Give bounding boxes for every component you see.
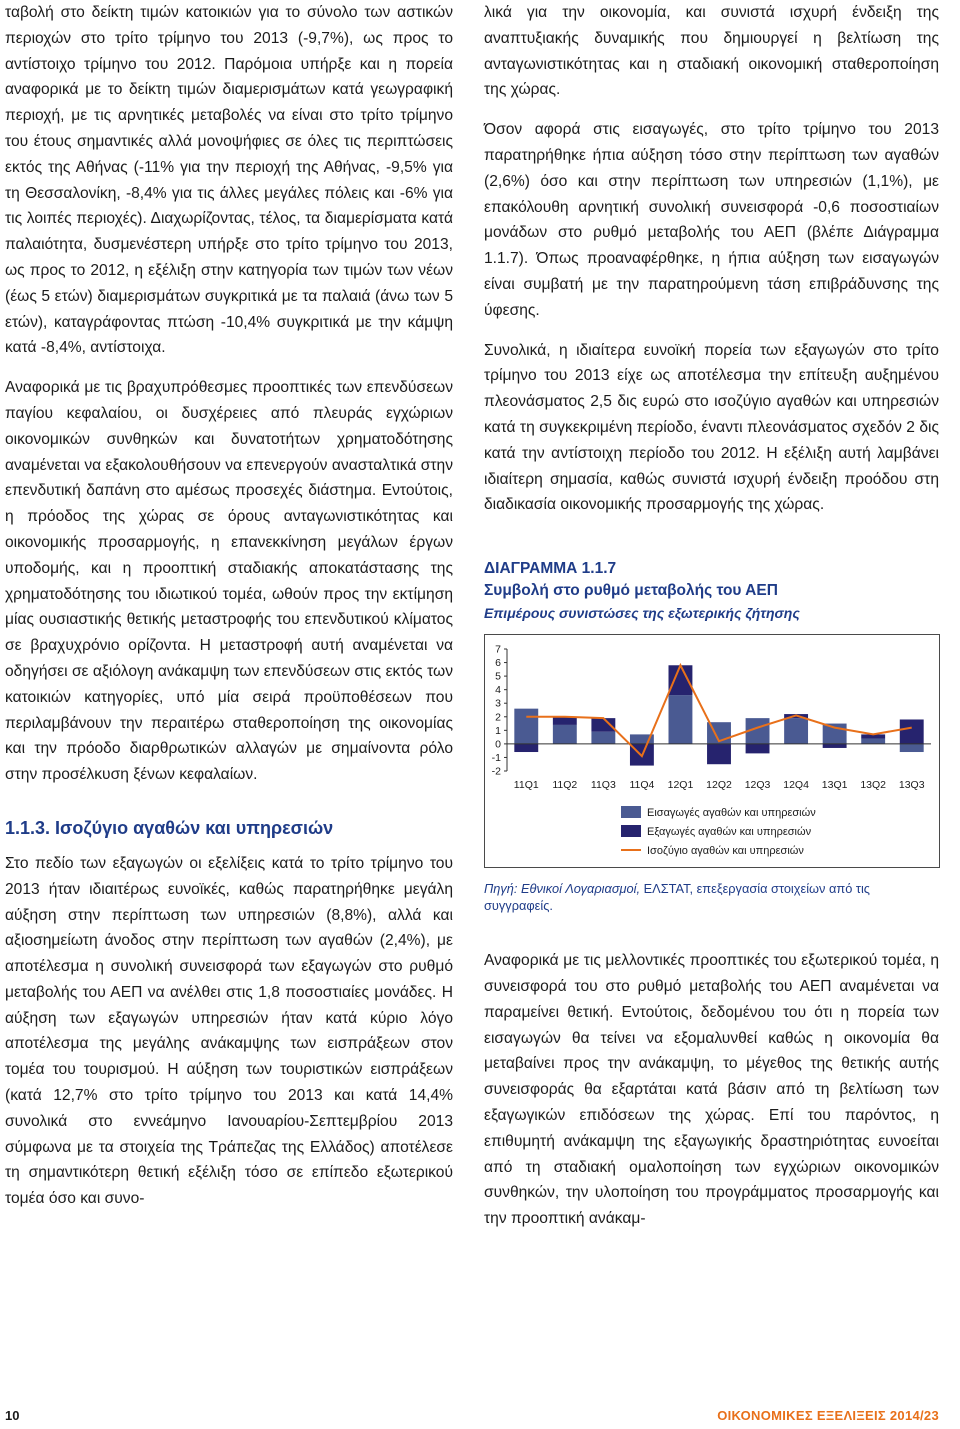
y-tick-label: 7	[495, 643, 501, 656]
y-tick-label: 3	[495, 697, 501, 710]
x-tick-label: 13Q1	[821, 779, 848, 792]
legend-label: Εξαγωγές αγαθών και υπηρεσιών	[647, 826, 812, 839]
right-column	[484, 0, 939, 1232]
bar-exports	[900, 720, 924, 744]
y-tick-label: 6	[495, 657, 501, 670]
source-italic: Πηγή: Εθνικοί Λογαριασμοί,	[484, 881, 641, 897]
bar-exports	[591, 718, 615, 732]
legend-label: Εισαγωγές αγαθών και υπηρεσιών	[647, 807, 816, 820]
x-tick-label: 12Q1	[667, 779, 694, 792]
bar-imports	[591, 732, 615, 744]
y-tick-label: -1	[491, 752, 501, 765]
figure-subtitle: Επιμέρους συνιστώσες της εξωτερικής ζήτησης	[484, 605, 800, 622]
x-tick-label: 12Q2	[706, 779, 732, 792]
y-tick-label: 0	[495, 738, 501, 751]
x-tick-label: 11Q2	[552, 779, 578, 792]
bar-exports	[746, 744, 770, 753]
bar-imports	[861, 739, 885, 744]
y-tick-label: -2	[491, 765, 501, 778]
figure-source	[484, 880, 939, 914]
body-paragraph: Αναφορικά με τις βραχυπρόθεσμες προοπτικές των επενδύσεων παγίου κεφαλαίου, οι δυσχέρειες από πλευράς εγχώριων οικονομικών συνθηκών και δυνατοτήτων χρηματοδότησης αναμένεται να εξακολουθήσουν να επενεργούν ανασταλτικά στην επενδυτική δαπάνη στο αμέσως προσεχές διάστημα. Εντούτοις, η πρόοδος της χώρας σε όρους ανταγωνιστικότητας και οικονομικής προσαρμογής, η επανεκκίνηση μεγάλων έργων υποδομής, και η προοπτική σταδιακής αποκατάστασης της χρηματοδότησης του ιδιωτικού τομέα, ωθούν προς την εκτίμηση μίας ουσιαστικής θετικής μεταστροφής του επενδυτικού κλίματος σε βραχυχρόνιο ορίζοντα. Η μεταστροφή αυτή αναμένεται να οδηγήσει σε αξιόλογη ανάκαμψη των επενδύσεων στις εκτός των κατοικιών κατηγορίες, υπό μία σειρά προϋποθέσεων που περιλαμβάνουν την περαιτέρω σταθεροποίηση της οικονομίας και την πρόοδο διαρθρωτικών αλλαγών με σημαίνοντα ρόλο στην προσέλκυση ξένων κεφαλαίων.	[5, 379, 453, 784]
body-paragraph: Αναφορικά με τις μελλοντικές προοπτικές του εξωτερικού τομέα, η συνεισφορά του στο ρυθμό μεταβολής του ΑΕΠ αναμένεται να παραμείνει θετική. Εντούτοις, δεδομένου του ότι η πορεία των εισαγωγών θα τείνει να εξομαλυνθεί καθώς η οικονομία θα μεταβαίνει προς την ανάκαμψη, το μέγεθος της θετικής αυτής συνεισφοράς θα εξαρτάται κατά βάσιν από τη βελτίωση των εξαγωγικών επιδόσεων της χώρας. Επί του παρόντος, η επιθυμητή ανάκαμψη της εξαγωγικής δραστηριότητας ευνοείται από τη σταδιακή ομαλοποίηση των εγχώριων οικονομικών συνθηκών, την υλοποίηση του προγράμματος προσαρμογής και την προοπτική ανάκαμ-	[484, 952, 939, 1228]
bar-imports	[784, 718, 808, 744]
y-tick-label: 1	[495, 724, 501, 737]
x-tick-label: 11Q4	[629, 779, 655, 792]
bar-imports	[900, 744, 924, 752]
chart-svg	[485, 635, 939, 867]
x-tick-label: 12Q4	[783, 779, 809, 792]
y-tick-label: 5	[495, 670, 501, 683]
legend-swatch	[621, 825, 641, 837]
y-tick-label: 2	[495, 711, 501, 724]
bar-exports	[823, 744, 847, 748]
journal-title: ΟΙΚΟΝΟΜΙΚΕΣ ΕΞΕΛΙΞΕΙΣ 2014/23	[717, 1408, 939, 1423]
figure-title: Συμβολή στο ρυθμό μεταβολής του ΑΕΠ	[484, 582, 778, 600]
body-paragraph: λικά για την οικονομία, και συνιστά ισχυρή ένδειξη της αναπτυξιακής δυναμικής που δημιουργεί η βελτίωση της ανταγωνιστικότητας και η σταδιακή οικονομική σταθεροποίηση της χώρας.	[484, 4, 939, 99]
chart-container	[484, 634, 940, 868]
x-tick-label: 13Q2	[860, 779, 887, 792]
y-tick-label: 4	[495, 684, 501, 697]
x-tick-label: 13Q3	[898, 779, 925, 792]
figure-label: ΔΙΑΓΡΑΜΜΑ 1.1.7	[484, 560, 617, 578]
left-column	[5, 0, 453, 1212]
figure	[484, 558, 939, 914]
x-tick-label: 12Q3	[744, 779, 771, 792]
body-paragraph: Συνολικά, η ιδιαίτερα ευνοϊκή πορεία των εξαγωγών στο τρίτο τρίμηνο του 2013 είχε ως αποτέλεσμα την επίτευξη αυξημένου πλεονάσματος 2,5 δις ευρώ στο ισοζύγιο αγαθών και υπηρεσιών κατά τη συγκεκριμένη περίοδο, έναντι πλεονάσματος σχεδόν 2 δις κατά την αντίστοιχη περίοδο του 2012. Η εξέλιξη αυτή λαμβάνει ιδιαίτερη σημασία, καθώς συνιστά ισχυρή ένδειξη προόδου στη διαδικασία οικονομικής προσαρμογής της χώρας.	[484, 341, 939, 514]
legend-swatch	[621, 806, 641, 818]
bar-imports	[553, 725, 577, 744]
bar-imports	[669, 695, 693, 744]
body-paragraph: Στο πεδίο των εξαγωγών οι εξελίξεις κατά το τρίτο τρίμηνο του 2013 ήταν ιδιαιτέρως ευνοϊκές, καθώς παρατηρήθηκε μεγάλη αύξηση στην περίπτωση των υπηρεσιών (8,8%), αλλά και αξιοσημείωτη άνοδος στην περίπτωση των αγαθών (2,4%), με αποτέλεσμα η συνολική συνεισφορά των εξαγωγών στο ρυθμό μεταβολής του ΑΕΠ να ανέλθει στις 1,8 ποσοστιαίες μονάδες. Η αύξηση των εξαγωγών υπηρεσιών ήταν κατά κύριο λόγο αποτέλεσμα της μεγάλης ανάκαμψης των εισπράξεων στον τομέα του τουρισμού. Η αύξηση των τουριστικών εισπράξεων (κατά 12,7% στο τρίτο τρίμηνο του 2013 και κατά 14,4% συνολικά στο εννεάμηνο Ιανουαρίου-Σεπτεμβρίου 2013 σύμφωνα με τα στοιχεία της Τράπεζας της Ελλάδος) αποτέλεσε τη σημαντικότερη θετική εξέλιξη τόσο σε επίπεδο εξωτερικού τομέα όσο και συνο-	[5, 854, 453, 1208]
section-heading: 1.1.3. Ισοζύγιο αγαθών και υπηρεσιών	[5, 817, 334, 838]
x-tick-label: 11Q1	[513, 779, 539, 792]
legend-label: Ισοζύγιο αγαθών και υπηρεσιών	[647, 845, 804, 858]
source-normal: ΕΛΣΤΑΤ, επεξεργασία στοιχείων από τις συγγραφείς.	[484, 881, 870, 914]
bar-exports	[514, 744, 538, 752]
x-tick-label: 11Q3	[590, 779, 616, 792]
page-number: 10	[5, 1408, 20, 1423]
bar-imports	[514, 709, 538, 744]
bar-exports	[707, 744, 731, 764]
body-paragraph: ταβολή στο δείκτη τιμών κατοικιών για το σύνολο των αστικών περιοχών στο τρίτο τρίμηνο του 2013 (-9,7%), ως προς το αντίστοιχο τρίμηνο του 2012. Παρόμοια υπήρξε και η πορεία αναφορικά με το δείκτη τιμών διαμερισμάτων κατά γεωγραφική περιοχή, με τις αρνητικές μεταβολές να είναι στο τρίτο τρίμηνο του έτους σημαντικές αλλά μονοψήφιες σε όλες τις περιπτώσεις εκτός της Αθήνας (-11% για την περιοχή της Αθήνας, -9,5% για τη Θεσσαλονίκη, -8,4% για τις άλλες μεγάλες πόλεις και -6% για τις λοιπές περιοχές). Διαχωρίζοντας, τέλος, τα διαμερίσματα κατά παλαιότητα, δυσμενέστερη υπήρξε στο τρίτο τρίμηνο του 2013, ως προς το 2012, η εξέλιξη στην κατηγορία των τιμών των νέων (έως 5 ετών) διαμερισμάτων συγκριτικά με τα παλαιά (άνω των 5 ετών), καταγράφοντας πτώση -10,4% συγκριτικά με την κάμψη κατά -8,4%, αντίστοιχα.	[5, 4, 453, 357]
body-paragraph: Όσον αφορά στις εισαγωγές, στο τρίτο τρίμηνο του 2013 παρατηρήθηκε ήπια αύξηση τόσο στην περίπτωση των αγαθών (2,6%) όσο και στην περίπτωση των υπηρεσιών (1,1%), με επακόλουθη αρνητική συνολική συνεισφορά -0,6 ποσοστιαίων μονάδων στο ρυθμό μεταβολής του ΑΕΠ (βλέπε Διάγραμμα 1.1.7). Όπως προαναφέρθηκε, η ήπια αύξηση των εισαγωγών είναι συμβατή με την παρατηρούμενη τάση επιβράδυνσης της ύφεσης.	[484, 121, 939, 319]
